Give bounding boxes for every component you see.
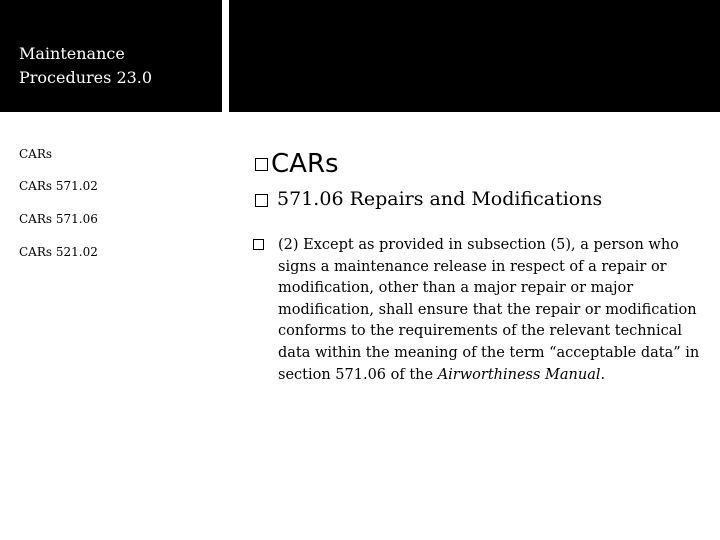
body-text xyxy=(278,235,703,386)
slide-subheading xyxy=(255,186,602,212)
header-right-panel xyxy=(229,0,720,112)
sidebar-item-cars-521-02[interactable]: CARs 521.02 xyxy=(19,245,98,259)
body-text-end: . xyxy=(600,366,606,383)
bullet-icon xyxy=(255,194,268,207)
slide-heading xyxy=(255,146,339,182)
body-text-italic: Airworthiness Manual xyxy=(437,366,601,383)
subheading-text: 571.06 Repairs and Modifications xyxy=(277,188,603,210)
sidebar-item-cars-571-02[interactable]: CARs 571.02 xyxy=(19,179,98,193)
sidebar-item-cars[interactable]: CARs xyxy=(19,147,53,161)
body-paragraph xyxy=(253,235,703,386)
body-text-main: (2) Except as provided in subsection (5), a person who signs a maintenance release in respect of a repair or modification, other than a major repair or major modification, shall ensure that the repair or modification conforms to the requirements of the relevant technical data within the meaning of the term “acceptable data” in section 571.06 of the xyxy=(278,237,700,383)
heading-text: CARs xyxy=(271,149,339,179)
bullet-icon xyxy=(253,239,264,250)
sidebar-item-cars-571-06[interactable]: CARs 571.06 xyxy=(19,212,98,226)
bullet-icon xyxy=(255,158,268,171)
sidebar-title: Maintenance Procedures 23.0 xyxy=(19,44,153,87)
